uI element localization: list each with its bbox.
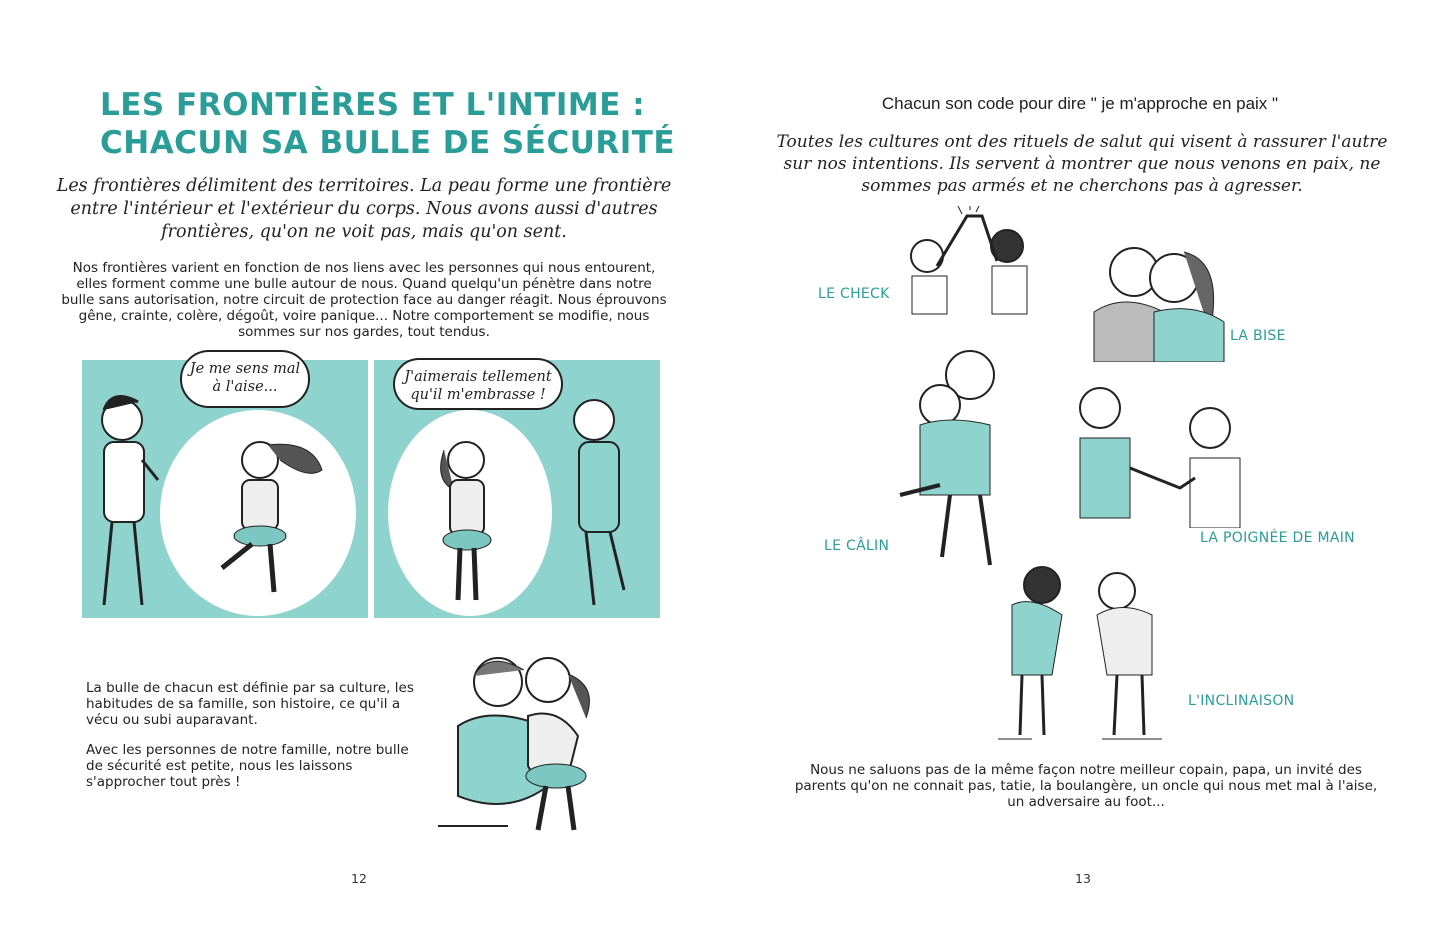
page-title xyxy=(100,86,676,162)
label-inclinaison: L'INCLINAISON xyxy=(1188,693,1295,709)
bulle-paragraph-1: La bulle de chacun est définie par sa culture, les habitudes de sa famille, son histoire, ce qu'il a vécu ou subi auparavant. xyxy=(86,680,414,728)
intro-text: Toutes les cultures ont des rituels de salut qui visent à rassurer l'autre sur nos intentions. Ils servent à montrer que nous venons en paix, ne sommes pas armés et ne cherchons pas à agresser. xyxy=(776,132,1388,196)
speech-bubble-wish: J'aimerais tellement qu'il m'embrasse ! xyxy=(393,358,563,410)
label-calin: LE CÂLIN xyxy=(824,538,890,554)
section-heading: Chacun son code pour dire " je m'approche en paix " xyxy=(881,94,1279,113)
inclinaison-illustration xyxy=(992,555,1172,745)
label-check: LE CHECK xyxy=(818,286,890,302)
intro-text: Les frontières délimitent des territoires. La peau forme une frontière entre l'intérieur et l'extérieur du corps. Nous avons aussi d'autres frontières, qu'on ne voit pas, mais qu'on sent. xyxy=(56,176,672,242)
poignee-de-main-illustration xyxy=(1070,378,1300,528)
label-bise: LA BISE xyxy=(1230,328,1286,344)
page-number: 13 xyxy=(1075,871,1091,886)
speech-bubble-uneasy: Je me sens mal à l'aise... xyxy=(180,350,310,408)
bise-illustration xyxy=(1084,222,1234,362)
label-poignee-de-main: LA POIGNÉE DE MAIN xyxy=(1200,530,1355,546)
frontieres-paragraph: Nos frontières varient en fonction de nos liens avec les personnes qui nous entourent, elles forment comme une bulle autour de nous. Quand quelqu'un pénètre dans notre bulle sans autorisation, notre circuit de protection face au danger réagit. Nous éprouvons gêne, crainte, colère, dégoût, voire panique... Notre comportement se modifie, nous sommes sur nos gardes, tout tendus. xyxy=(61,260,667,340)
family-hug-illustration xyxy=(428,646,628,836)
calin-illustration xyxy=(880,335,1030,585)
title-line-1: LES FRONTIÈRES ET L'INTIME : xyxy=(100,87,646,123)
page-number: 12 xyxy=(351,871,367,886)
right-page xyxy=(722,0,1445,934)
bulle-text xyxy=(86,680,416,804)
salutations-paragraph: Nous ne saluons pas de la même façon notre meilleur copain, papa, un invité des parents qu'on ne connait pas, tatie, la boulangère, un oncle qui nous met mal à l'aise, un adversaire au foot... xyxy=(794,762,1378,810)
left-page xyxy=(0,0,722,934)
check-illustration xyxy=(892,206,1052,316)
title-line-2: CHACUN SA BULLE DE SÉCURITÉ xyxy=(100,125,676,161)
bulle-paragraph-2: Avec les personnes de notre famille, notre bulle de sécurité est petite, nous les laissons s'approcher tout près ! xyxy=(86,742,409,790)
